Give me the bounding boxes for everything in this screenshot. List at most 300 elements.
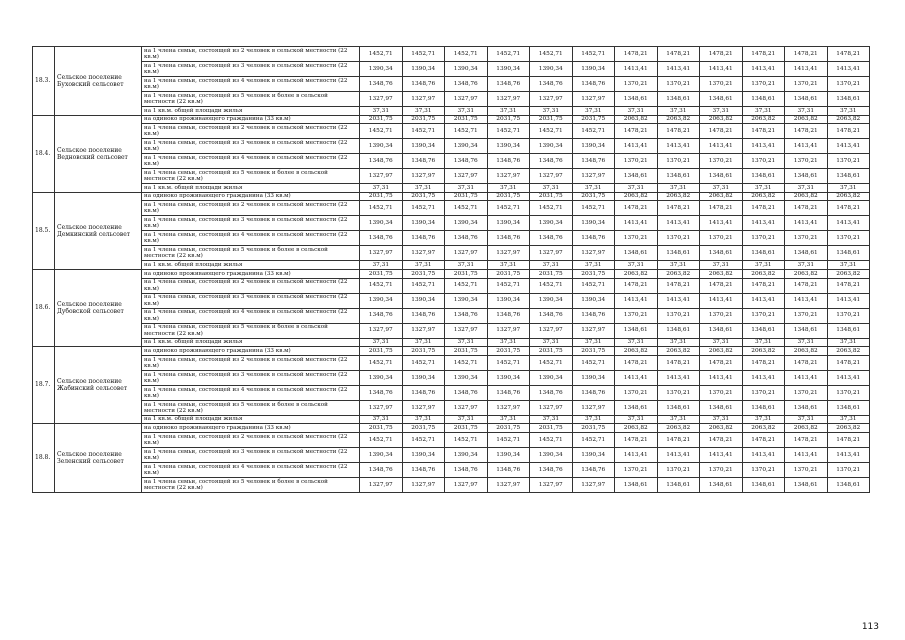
price-cell: 2031,75 — [402, 424, 445, 433]
price-cell: 1390,34 — [445, 139, 488, 154]
price-cell: 1370,21 — [827, 308, 870, 323]
price-cell: 1478,21 — [657, 355, 700, 370]
category-label: на 1 члена семьи, состоящей из 4 человек в сельской местности (22 кв.м) — [142, 154, 360, 169]
price-cell: 37,31 — [445, 415, 488, 424]
price-cell: 37,31 — [530, 338, 573, 347]
price-cell: 1452,71 — [402, 355, 445, 370]
price-cell: 1478,21 — [785, 355, 828, 370]
price-cell: 1370,21 — [785, 231, 828, 246]
price-cell: 1348,76 — [360, 77, 403, 92]
price-cell: 2063,82 — [700, 424, 743, 433]
price-cell: 1390,34 — [445, 62, 488, 77]
price-cell: 1452,71 — [530, 47, 573, 62]
price-cell: 1327,97 — [487, 400, 530, 415]
settlement-name: Сельское поселение Жабинский сельсовет — [55, 347, 142, 424]
category-label: на 1 члена семьи, состоящей из 2 человек в сельской местности (22 кв.м) — [142, 201, 360, 216]
price-cell: 2063,82 — [615, 269, 658, 278]
price-cell: 1370,21 — [785, 462, 828, 477]
price-cell: 1390,34 — [402, 293, 445, 308]
price-cell: 1413,41 — [827, 139, 870, 154]
price-cell: 1327,97 — [402, 477, 445, 492]
price-cell: 37,31 — [785, 415, 828, 424]
price-cell: 1370,21 — [615, 231, 658, 246]
price-cell: 1348,76 — [530, 231, 573, 246]
price-cell: 1348,61 — [742, 246, 785, 261]
price-cell: 1452,71 — [360, 278, 403, 293]
price-cell: 1348,61 — [615, 169, 658, 184]
price-cell: 1390,34 — [530, 139, 573, 154]
price-cell: 1390,34 — [360, 447, 403, 462]
price-cell: 1452,71 — [402, 201, 445, 216]
price-cell: 1452,71 — [572, 355, 615, 370]
price-cell: 37,31 — [487, 415, 530, 424]
price-cell: 2063,82 — [657, 115, 700, 124]
price-cell: 2063,82 — [657, 269, 700, 278]
price-cell: 1478,21 — [785, 47, 828, 62]
price-cell: 1390,34 — [530, 293, 573, 308]
price-cell: 1370,21 — [615, 462, 658, 477]
price-cell: 1348,61 — [615, 323, 658, 338]
price-cell: 37,31 — [615, 415, 658, 424]
category-label: на 1 кв.м. общей площади жилья — [142, 261, 360, 270]
category-label: на 1 члена семьи, состоящей из 5 человек и более в сельской местности (22 кв.м) — [142, 400, 360, 415]
price-cell: 1478,21 — [700, 432, 743, 447]
price-cell: 1370,21 — [615, 154, 658, 169]
table-row — [33, 432, 870, 447]
table-row — [33, 169, 870, 184]
price-cell: 1370,21 — [742, 77, 785, 92]
table-row — [33, 77, 870, 92]
price-cell: 1478,21 — [657, 432, 700, 447]
price-cell: 1348,61 — [785, 92, 828, 107]
price-cell: 1390,34 — [402, 62, 445, 77]
price-cell: 2031,75 — [445, 269, 488, 278]
price-cell: 1390,34 — [445, 370, 488, 385]
category-label: на 1 члена семьи, состоящей из 5 человек и более в сельской местности (22 кв.м) — [142, 477, 360, 492]
category-label: на 1 члена семьи, состоящей из 2 человек в сельской местности (22 кв.м) — [142, 432, 360, 447]
price-cell: 1348,61 — [827, 169, 870, 184]
price-cell: 2031,75 — [572, 269, 615, 278]
price-cell: 1390,34 — [360, 216, 403, 231]
price-cell: 1413,41 — [700, 216, 743, 231]
price-cell: 1478,21 — [700, 278, 743, 293]
table-row — [33, 201, 870, 216]
price-cell: 37,31 — [827, 261, 870, 270]
price-cell: 1327,97 — [572, 400, 615, 415]
price-cell: 1327,97 — [360, 92, 403, 107]
category-label: на 1 члена семьи, состоящей из 4 человек в сельской местности (22 кв.м) — [142, 385, 360, 400]
price-cell: 1478,21 — [657, 47, 700, 62]
price-cell: 1327,97 — [360, 477, 403, 492]
price-cell: 1370,21 — [615, 77, 658, 92]
price-cell: 37,31 — [530, 184, 573, 193]
price-cell: 37,31 — [360, 338, 403, 347]
price-cell: 37,31 — [487, 184, 530, 193]
price-cell: 1390,34 — [487, 447, 530, 462]
settlement-name: Сельское поселение Дубовской сельсовет — [55, 269, 142, 346]
price-cell: 37,31 — [615, 184, 658, 193]
price-cell: 1452,71 — [487, 201, 530, 216]
price-cell: 1452,71 — [487, 432, 530, 447]
price-cell: 1452,71 — [445, 355, 488, 370]
price-cell: 1327,97 — [487, 477, 530, 492]
price-cell: 1348,76 — [572, 308, 615, 323]
price-cell: 2031,75 — [487, 192, 530, 201]
price-cell: 1390,34 — [487, 216, 530, 231]
price-cell: 1413,41 — [742, 370, 785, 385]
price-cell: 2031,75 — [402, 192, 445, 201]
price-cell: 1452,71 — [360, 47, 403, 62]
price-cell: 1478,21 — [615, 47, 658, 62]
category-label: на 1 члена семьи, состоящей из 3 человек в сельской местности (22 кв.м) — [142, 370, 360, 385]
price-cell: 1348,61 — [657, 92, 700, 107]
price-cell: 37,31 — [827, 338, 870, 347]
price-cell: 37,31 — [657, 107, 700, 116]
price-cell: 1478,21 — [742, 432, 785, 447]
price-cell: 2031,75 — [530, 424, 573, 433]
price-cell: 2063,82 — [785, 115, 828, 124]
category-label: на одиноко проживающего гражданина (33 кв.м) — [142, 192, 360, 201]
price-cell: 1327,97 — [487, 323, 530, 338]
price-cell: 1413,41 — [700, 447, 743, 462]
price-cell: 1348,61 — [700, 400, 743, 415]
price-cell: 37,31 — [402, 261, 445, 270]
price-cell: 1348,61 — [700, 477, 743, 492]
category-label: на 1 члена семьи, состоящей из 4 человек в сельской местности (22 кв.м) — [142, 231, 360, 246]
price-cell: 1348,76 — [572, 462, 615, 477]
price-cell: 1348,61 — [785, 323, 828, 338]
price-cell: 1327,97 — [530, 246, 573, 261]
price-cell: 2063,82 — [827, 192, 870, 201]
price-cell: 2031,75 — [402, 347, 445, 356]
price-cell: 1452,71 — [360, 355, 403, 370]
price-cell: 1348,76 — [487, 77, 530, 92]
price-cell: 2063,82 — [742, 424, 785, 433]
table-row — [33, 293, 870, 308]
price-cell: 37,31 — [657, 338, 700, 347]
price-cell: 1452,71 — [487, 278, 530, 293]
price-cell: 1327,97 — [530, 169, 573, 184]
price-cell: 1452,71 — [487, 355, 530, 370]
price-cell: 1370,21 — [827, 77, 870, 92]
price-cell: 37,31 — [742, 338, 785, 347]
price-cell: 1327,97 — [572, 169, 615, 184]
price-cell: 1327,97 — [360, 323, 403, 338]
price-cell: 1370,21 — [657, 462, 700, 477]
price-cell: 1413,41 — [742, 447, 785, 462]
price-cell: 37,31 — [827, 184, 870, 193]
price-cell: 37,31 — [742, 415, 785, 424]
price-cell: 1370,21 — [700, 385, 743, 400]
price-cell: 37,31 — [360, 107, 403, 116]
price-cell: 37,31 — [615, 107, 658, 116]
table-row — [33, 400, 870, 415]
price-cell: 1348,61 — [785, 400, 828, 415]
price-cell: 1452,71 — [445, 201, 488, 216]
table-row — [33, 92, 870, 107]
price-cell: 2031,75 — [487, 115, 530, 124]
price-cell: 2031,75 — [572, 192, 615, 201]
table-row — [33, 424, 870, 433]
price-cell: 1452,71 — [572, 124, 615, 139]
price-cell: 1478,21 — [785, 201, 828, 216]
price-cell: 1413,41 — [742, 293, 785, 308]
price-cell: 1478,21 — [700, 47, 743, 62]
table-row — [33, 323, 870, 338]
price-cell: 1452,71 — [530, 278, 573, 293]
price-cell: 1390,34 — [360, 139, 403, 154]
price-cell: 1413,41 — [827, 293, 870, 308]
price-cell: 2031,75 — [487, 424, 530, 433]
price-cell: 1478,21 — [657, 278, 700, 293]
price-cell: 2063,82 — [742, 269, 785, 278]
price-cell: 1370,21 — [615, 308, 658, 323]
price-cell: 1452,71 — [402, 278, 445, 293]
price-cell: 1348,61 — [657, 323, 700, 338]
price-cell: 1348,61 — [742, 92, 785, 107]
price-cell: 1348,76 — [402, 385, 445, 400]
price-cell: 2063,82 — [700, 347, 743, 356]
price-cell: 1348,76 — [445, 154, 488, 169]
price-cell: 1327,97 — [360, 246, 403, 261]
price-cell: 1348,61 — [615, 92, 658, 107]
price-cell: 1478,21 — [742, 47, 785, 62]
price-cell: 1348,61 — [657, 477, 700, 492]
price-cell: 1390,34 — [572, 62, 615, 77]
price-cell: 1390,34 — [487, 139, 530, 154]
category-label: на 1 члена семьи, состоящей из 3 человек в сельской местности (22 кв.м) — [142, 139, 360, 154]
price-cell: 1478,21 — [785, 124, 828, 139]
price-cell: 1390,34 — [530, 62, 573, 77]
table-row — [33, 447, 870, 462]
price-cell: 1348,76 — [572, 77, 615, 92]
price-cell: 37,31 — [530, 415, 573, 424]
price-cell: 37,31 — [530, 261, 573, 270]
price-cell: 1348,76 — [402, 77, 445, 92]
price-cell: 1348,61 — [785, 169, 828, 184]
price-cell: 1478,21 — [700, 124, 743, 139]
price-cell: 1348,76 — [445, 308, 488, 323]
price-cell: 37,31 — [445, 261, 488, 270]
price-cell: 1413,41 — [657, 139, 700, 154]
price-cell: 1452,71 — [445, 432, 488, 447]
price-cell: 1327,97 — [360, 400, 403, 415]
category-label: на 1 члена семьи, состоящей из 3 человек в сельской местности (22 кв.м) — [142, 62, 360, 77]
price-cell: 1327,97 — [572, 92, 615, 107]
price-cell: 37,31 — [827, 107, 870, 116]
price-cell: 1452,71 — [402, 124, 445, 139]
price-cell: 1370,21 — [657, 385, 700, 400]
section-code: 18.6. — [33, 269, 55, 346]
tariff-table — [32, 46, 870, 493]
category-label: на 1 члена семьи, состоящей из 4 человек в сельской местности (22 кв.м) — [142, 77, 360, 92]
table-row — [33, 278, 870, 293]
page-number: 113 — [861, 622, 879, 632]
price-cell: 1390,34 — [402, 139, 445, 154]
price-cell: 2063,82 — [615, 192, 658, 201]
price-cell: 1327,97 — [530, 92, 573, 107]
table-row — [33, 139, 870, 154]
price-cell: 1478,21 — [615, 124, 658, 139]
price-cell: 1452,71 — [487, 124, 530, 139]
price-cell: 1370,21 — [742, 385, 785, 400]
price-cell: 37,31 — [657, 184, 700, 193]
price-cell: 1452,71 — [402, 47, 445, 62]
price-cell: 37,31 — [402, 338, 445, 347]
category-label: на 1 члена семьи, состоящей из 5 человек и более в сельской местности (22 кв.м) — [142, 246, 360, 261]
table-row — [33, 184, 870, 193]
price-cell: 1452,71 — [572, 278, 615, 293]
price-cell: 1413,41 — [785, 139, 828, 154]
price-cell: 37,31 — [445, 338, 488, 347]
price-cell: 2031,75 — [445, 115, 488, 124]
price-cell: 1348,61 — [827, 323, 870, 338]
price-cell: 37,31 — [402, 415, 445, 424]
category-label: на 1 кв.м. общей площади жилья — [142, 415, 360, 424]
price-cell: 1348,61 — [700, 92, 743, 107]
table-row — [33, 62, 870, 77]
settlement-name: Сельское поселение Демкинский сельсовет — [55, 192, 142, 269]
price-cell: 1327,97 — [487, 169, 530, 184]
price-cell: 1390,34 — [530, 216, 573, 231]
price-cell: 1390,34 — [572, 216, 615, 231]
table-row — [33, 308, 870, 323]
category-label: на 1 члена семьи, состоящей из 3 человек в сельской местности (22 кв.м) — [142, 216, 360, 231]
price-cell: 1478,21 — [785, 432, 828, 447]
price-cell: 1413,41 — [657, 62, 700, 77]
category-label: на 1 члена семьи, состоящей из 2 человек в сельской местности (22 кв.м) — [142, 47, 360, 62]
category-label: на 1 кв.м. общей площади жилья — [142, 338, 360, 347]
price-cell: 1348,76 — [360, 462, 403, 477]
table-row — [33, 47, 870, 62]
price-cell: 1413,41 — [785, 370, 828, 385]
price-cell: 1348,61 — [615, 400, 658, 415]
price-cell: 1348,61 — [700, 169, 743, 184]
price-cell: 1478,21 — [785, 278, 828, 293]
price-cell: 1413,41 — [615, 216, 658, 231]
price-cell: 1370,21 — [785, 385, 828, 400]
price-cell: 1390,34 — [445, 293, 488, 308]
price-cell: 2031,75 — [530, 192, 573, 201]
price-cell: 1348,61 — [785, 477, 828, 492]
price-cell: 1390,34 — [360, 370, 403, 385]
price-cell: 1348,61 — [742, 323, 785, 338]
category-label: на 1 члена семьи, состоящей из 2 человек в сельской местности (22 кв.м) — [142, 355, 360, 370]
price-cell: 1327,97 — [530, 477, 573, 492]
price-cell: 37,31 — [360, 415, 403, 424]
price-cell: 1370,21 — [742, 462, 785, 477]
table-row — [33, 355, 870, 370]
table-row — [33, 477, 870, 492]
price-cell: 1478,21 — [827, 201, 870, 216]
price-cell: 37,31 — [572, 261, 615, 270]
price-cell: 2063,82 — [657, 424, 700, 433]
price-cell: 1390,34 — [360, 293, 403, 308]
price-cell: 1370,21 — [827, 385, 870, 400]
price-cell: 1348,76 — [572, 231, 615, 246]
price-cell: 1413,41 — [700, 62, 743, 77]
price-cell: 1370,21 — [700, 77, 743, 92]
price-cell: 1370,21 — [700, 462, 743, 477]
price-cell: 2031,75 — [487, 269, 530, 278]
price-cell: 1370,21 — [657, 308, 700, 323]
price-cell: 1348,61 — [827, 92, 870, 107]
tariff-table-body — [33, 47, 870, 493]
price-cell: 2031,75 — [360, 192, 403, 201]
price-cell: 37,31 — [700, 261, 743, 270]
price-cell: 1348,61 — [742, 400, 785, 415]
price-cell: 1370,21 — [785, 154, 828, 169]
price-cell: 1413,41 — [700, 293, 743, 308]
price-cell: 2031,75 — [572, 115, 615, 124]
price-cell: 1348,61 — [615, 477, 658, 492]
section-code: 18.3. — [33, 47, 55, 116]
price-cell: 1478,21 — [742, 201, 785, 216]
price-cell: 2031,75 — [445, 424, 488, 433]
table-row — [33, 115, 870, 124]
price-cell: 37,31 — [360, 184, 403, 193]
price-cell: 1390,34 — [572, 293, 615, 308]
price-cell: 1413,41 — [657, 293, 700, 308]
table-row — [33, 192, 870, 201]
price-cell: 1348,61 — [742, 169, 785, 184]
settlement-name: Сельское поселение Буховский сельсовет — [55, 47, 142, 116]
price-cell: 1348,76 — [487, 462, 530, 477]
price-cell: 1413,41 — [827, 62, 870, 77]
price-cell: 1478,21 — [742, 124, 785, 139]
price-cell: 2063,82 — [742, 347, 785, 356]
price-cell: 37,31 — [530, 107, 573, 116]
price-cell: 2031,75 — [572, 347, 615, 356]
table-row — [33, 154, 870, 169]
price-cell: 2063,82 — [827, 424, 870, 433]
price-cell: 1327,97 — [402, 323, 445, 338]
price-cell: 1348,61 — [700, 323, 743, 338]
price-cell: 1452,71 — [572, 201, 615, 216]
table-row — [33, 347, 870, 356]
price-cell: 1327,97 — [572, 323, 615, 338]
price-cell: 1413,41 — [700, 139, 743, 154]
price-cell: 37,31 — [487, 261, 530, 270]
price-cell: 1413,41 — [615, 293, 658, 308]
price-cell: 1452,71 — [530, 201, 573, 216]
price-cell: 1390,34 — [402, 447, 445, 462]
price-cell: 1327,97 — [402, 92, 445, 107]
price-cell: 37,31 — [615, 261, 658, 270]
price-cell: 1452,71 — [360, 201, 403, 216]
price-cell: 37,31 — [445, 107, 488, 116]
category-label: на одиноко проживающего гражданина (33 кв.м) — [142, 424, 360, 433]
table-row — [33, 462, 870, 477]
price-cell: 1370,21 — [785, 308, 828, 323]
price-cell: 1348,76 — [572, 154, 615, 169]
price-cell: 1348,76 — [360, 231, 403, 246]
price-cell: 1348,76 — [487, 308, 530, 323]
price-cell: 37,31 — [700, 338, 743, 347]
price-cell: 1390,34 — [530, 447, 573, 462]
price-cell: 37,31 — [742, 184, 785, 193]
price-cell: 1413,41 — [615, 62, 658, 77]
price-cell: 1348,76 — [530, 154, 573, 169]
price-cell: 1370,21 — [657, 154, 700, 169]
price-cell: 1348,61 — [742, 477, 785, 492]
section-code: 18.5. — [33, 192, 55, 269]
price-cell: 1370,21 — [742, 231, 785, 246]
price-cell: 1413,41 — [785, 216, 828, 231]
table-row — [33, 107, 870, 116]
price-cell: 1327,97 — [445, 323, 488, 338]
price-cell: 37,31 — [657, 415, 700, 424]
